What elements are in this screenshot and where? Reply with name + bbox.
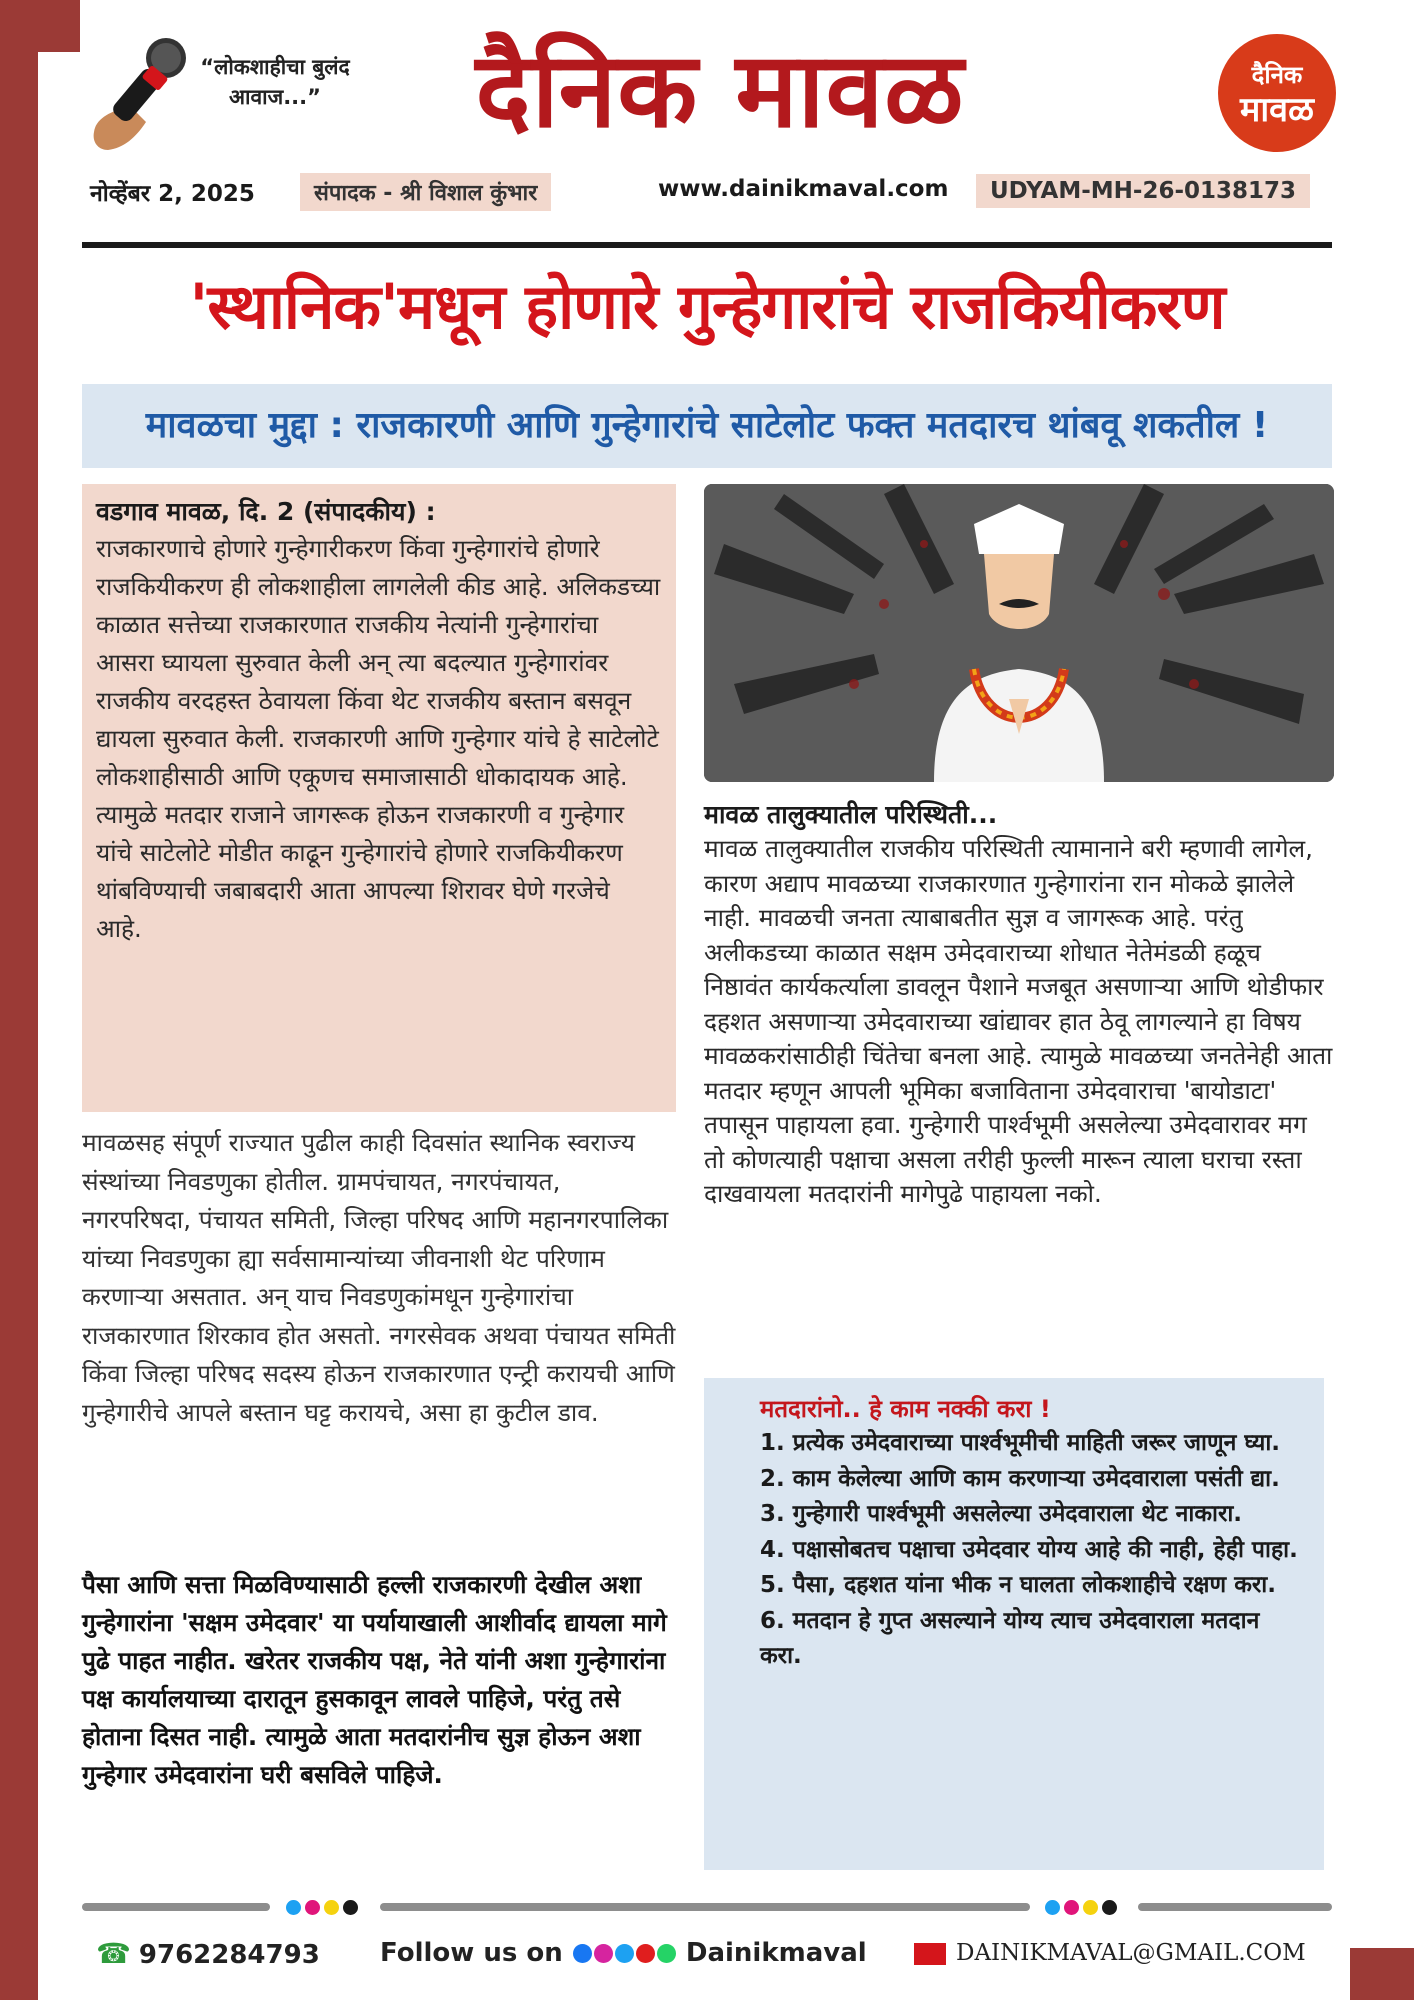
microphone-icon [86, 36, 196, 156]
tip-item: 6. मतदान हे गुप्त असल्याने योग्य त्याच उमेदवाराला मतदान करा. [760, 1607, 1260, 1669]
editor-badge: संपादक - श्री विशाल कुंभार [300, 173, 551, 211]
section-title: मावळ तालुक्यातील परिस्थिती... [704, 800, 998, 829]
tips-title: मतदारांनो.. हे काम नक्की करा ! [760, 1395, 1051, 1423]
top-decorative-tab [38, 0, 80, 52]
body-paragraph-3: पैसा आणि सत्ता मिळविण्यासाठी हल्ली राजकारणी देखील अशा गुन्हेगारांना 'सक्षम उमेदवार' या पर्यायाखाली आशीर्वाद द्यायला मागे पुढे पाहत नाहीत. खरेतर राजकीय पक्ष, नेते यांनी अशा गुन्हेगारांना पक्ष कार्यालयाच्या दारातून हुसकावून लावले पाहिजे, परंतु तसे होताना दिसत नाही. त्यामुळे आता मतदारांनीच सुज्ञ होऊन अशा गुन्हेगार उमेदवारांना घरी बसविले पाहिजे. [82, 1570, 667, 1789]
footer-dots-right [1045, 1900, 1121, 1916]
website-link[interactable]: www.dainikmaval.com [658, 176, 949, 202]
lead-paragraph: राजकारणाचे होणारे गुन्हेगारीकरण किंवा गुन्हेगारांचे होणारे राजकियीकरण ही लोकशाहीला लागलेली कीड आहे. अलिकडच्या काळात सत्तेच्या राजकारणात राजकीय नेत्यांनी गुन्हेगारांचा आसरा घ्यायला सुरुवात केली अन् त्या बदल्यात गुन्हेगारांवर राजकीय वरदहस्त ठेवायला किंवा थेट राजकीय बस्तान बसवून द्यायला सुरुवात केली. राजकारणी आणि गुन्हेगार यांचे हे साटेलोटे लोकशाहीसाठी आणि एकूणच समाजासाठी धोकादायक आहे. त्यामुळे मतदार राजाने जागरूक होऊन राजकारणी व गुन्हेगार यांचे साटेलोटे मोडीत काढून गुन्हेगारांचे होणारे राजकियीकरण थांबविण्याची जबाबदारी आता आपल्या शिरावर घेणे गरजेचे आहे. [96, 534, 661, 943]
youtube-icon[interactable] [636, 1944, 655, 1963]
udyam-badge: UDYAM-MH-26-0138173 [976, 174, 1310, 208]
masthead-title: दैनिक मावळ [475, 29, 965, 151]
article-subhead: मावळचा मुद्दा : राजकारणी आणि गुन्हेगारांचे साटेलोट फक्त मतदारच थांबवू शकतील ! [82, 384, 1332, 468]
section-body: मावळ तालुक्यातील राजकीय परिस्थिती त्यामानाने बरी म्हणावी लागेल, कारण अद्याप मावळच्या राजकारणात गुन्हेगारांना रान मोकळे झालेले नाही. मावळची जनता त्याबाबतीत सुज्ञ व जागरूक आहे. परंतु अलीकडच्या काळात सक्षम उमेदवाराच्या शोधात नेतेमंडळी हळूच निष्ठावंत कार्यकर्त्याला डावलून पैशाने मजबूत असणाऱ्या आणि थोडीफार दहशत असणाऱ्या उमेदवाराच्या खांद्यावर हात ठेवू लागल्याने हा विषय मावळकरांसाठीही चिंतेचा बनला आहे. त्यामुळे मावळच्या जनतेनेही आता मतदार म्हणून आपली भूमिका बजाविताना उमेदवाराचा 'बायोडाटा' तपासून पाहायला हवा. गुन्हेगारी पार्श्वभूमी असलेल्या उमेदवारावर मग तो कोणत्याही पक्षाचा असला तरीही फुल्ली मारून त्याला घराचा रस्ता दाखवायला मतदारांनी मागेपुढे पाहायला नको. [704, 834, 1333, 1208]
bottom-corner-block [1350, 1948, 1414, 2000]
follow-label: Follow us on [380, 1938, 563, 1968]
footer-dots-left [286, 1900, 362, 1916]
voter-tips-box [704, 1378, 1324, 1870]
tip-item: 2. काम केलेल्या आणि काम करणाऱ्या उमेदवाराला पसंती द्या. [760, 1465, 1280, 1492]
instagram-icon[interactable] [594, 1944, 613, 1963]
twitter-icon[interactable] [615, 1944, 634, 1963]
footer-phone[interactable] [96, 1937, 320, 1970]
brand-logo [1218, 34, 1336, 152]
footer-rule-left [82, 1903, 270, 1911]
article-headline: 'स्थानिक'मधून होणारे गुन्हेगारांचे राजकियीकरण [189, 270, 1225, 343]
body-paragraph-2: मावळसह संपूर्ण राज्यात पुढील काही दिवसांत स्थानिक स्वराज्य संस्थांच्या निवडणुका होतील. ग्रामपंचायत, नगरपंचायत, नगरपरिषदा, पंचायत समिती, जिल्हा परिषद आणि महानगरपालिका यांच्या निवडणुका ह्या सर्वसामान्यांच्या जीवनाशी थेट परिणाम करणाऱ्या असतात. अन् याच निवडणुकांमधून गुन्हेगारांचा राजकारणात शिरकाव होत असतो. नगरसेवक अथवा पंचायत समिती किंवा जिल्हा परिषद सदस्य होऊन राजकारणात एन्ट्री करायची आणि गुन्हेगारीचे आपले बस्तान घट्ट करायचे, असा हा कुटील डाव. [82, 1128, 676, 1427]
footer-rule-center [380, 1903, 1030, 1911]
left-decorative-bar [0, 0, 38, 2000]
tip-item: 4. पक्षासोबतच पक्षाचा उमेदवार योग्य आहे की नाही, हेही पाहा. [760, 1536, 1298, 1563]
issue-date: नोव्हेंबर 2, 2025 [90, 181, 255, 207]
footer-email[interactable] [914, 1940, 1306, 1966]
footer-social [380, 1938, 867, 1968]
social-handle: Dainikmaval [685, 1938, 867, 1968]
header-divider [82, 242, 1332, 248]
phone-icon: ☎ [96, 1937, 131, 1970]
tip-item: 5. पैसा, दहशत यांना भीक न घालता लोकशाहीचे रक्षण करा. [760, 1572, 1276, 1598]
article-illustration [704, 484, 1334, 782]
facebook-icon[interactable] [573, 1944, 592, 1963]
footer-rule-right [1138, 1903, 1332, 1911]
lead-box [82, 484, 676, 1112]
email-address: DAINIKMAVAL@GMAIL.COM [956, 1940, 1306, 1966]
whatsapp-icon[interactable] [657, 1944, 676, 1963]
mail-icon [914, 1943, 946, 1965]
tagline: “लोकशाहीचा बुलंद आवाज...” [200, 55, 350, 109]
logo-line-2: मावळ [1240, 90, 1314, 130]
dateline: वडगाव मावळ, दि. 2 (संपादकीय) : [96, 497, 436, 526]
phone-number: 9762284793 [138, 1940, 320, 1970]
tip-item: 3. गुन्हेगारी पार्श्वभूमी असलेल्या उमेदवाराला थेट नाकारा. [760, 1501, 1243, 1527]
tip-item: 1. प्रत्येक उमेदवाराच्या पार्श्वभूमीची माहिती जरूर जाणून घ्या. [760, 1430, 1281, 1456]
logo-line-1: दैनिक [1251, 61, 1303, 89]
